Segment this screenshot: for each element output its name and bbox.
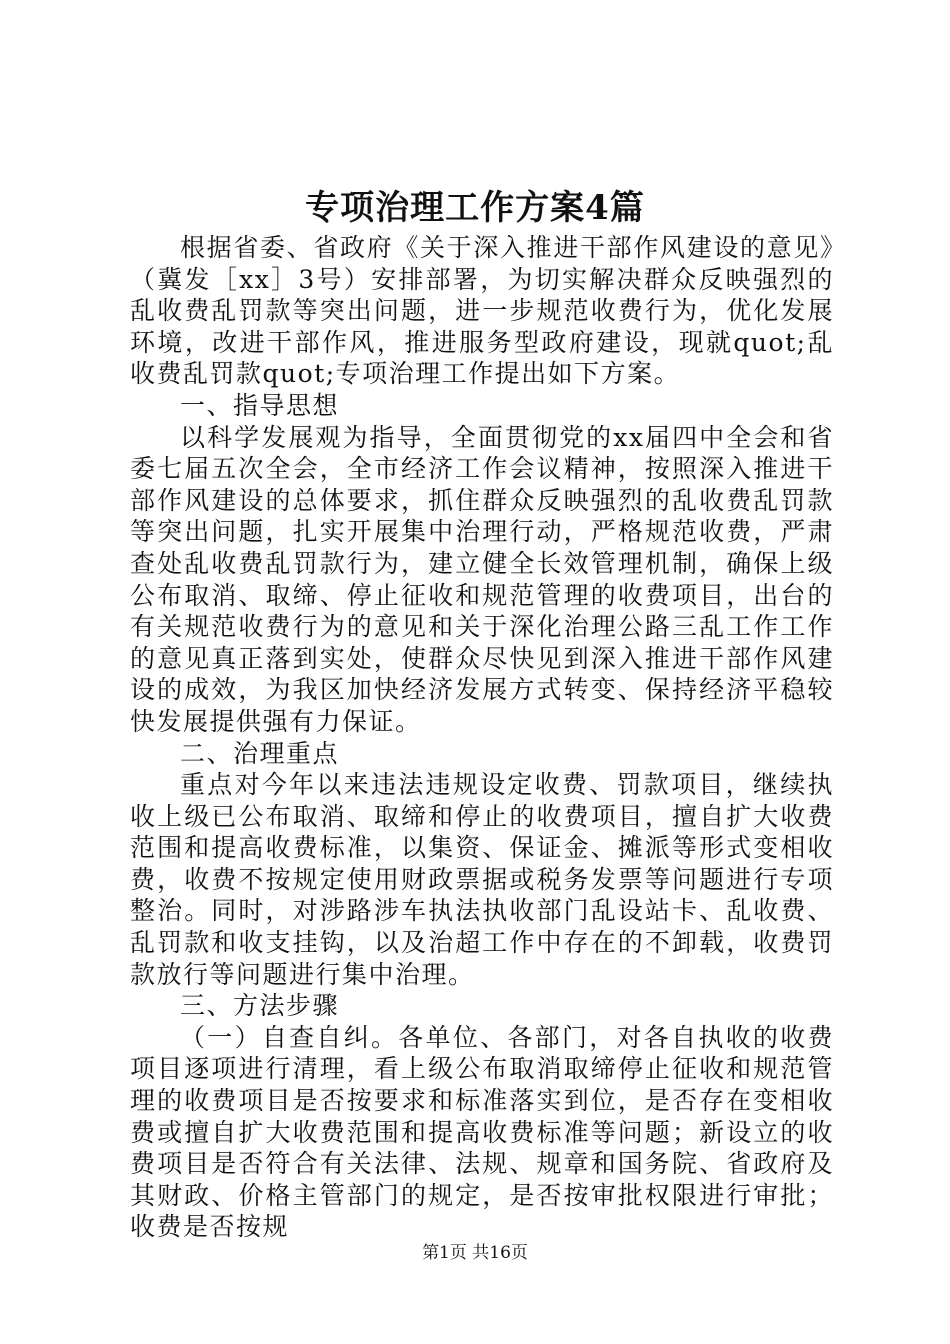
document-title: 专项治理工作方案4篇 (305, 188, 645, 228)
section-heading-governance-focus: 二、治理重点 (180, 738, 340, 768)
intro-paragraph: 根据省委、省政府《关于深入推进干部作风建设的意见》（冀发［xx］3号）安排部署，为切实解决群众反映强烈的乱收费乱罚款等突出问题，进一步规范收费行为，优化发展环境，改进干部作风，推进服务型政府建设，现就quot;乱收费乱罚款quot;专项治理工作提出如下方案。 (130, 233, 834, 389)
guiding-ideology-paragraph: 以科学发展观为指导，全面贯彻党的xx届四中全会和省委七届五次全会，全市经济工作会议精神，按照深入推进干部作风建设的总体要求，抓住群众反映强烈的乱收费乱罚款等突出问题，扎实开展集中治理行动，严格规范收费，严肃查处乱收费乱罚款行为，建立健全长效管理机制，确保上级公布取消、取缔、停止征收和规范管理的收费项目，出台的有关规范收费行为的意见和关于深化治理公路三乱工作工作的意见真正落到实处，使群众尽快见到深入推进干部作风建设的成效，为我区加快经济发展方式转变、保持经济平稳较快发展提供强有力保证。 (130, 422, 834, 736)
method-steps-paragraph: （一）自查自纠。各单位、各部门，对各自执收的收费项目逐项进行清理，看上级公布取消取缔停止征收和规范管理的收费项目是否按要求和标准落实到位，是否存在变相收费或擅自扩大收费范围和提高收费标准等问题；新设立的收费项目是否符合有关法律、法规、规章和国务院、省政府及其财政、价格主管部门的规定，是否按审批权限进行审批；收费是否按规 (130, 1022, 834, 1242)
governance-focus-paragraph: 重点对今年以来违法违规设定收费、罚款项目，继续执收上级已公布取消、取缔和停止的收费项目，擅自扩大收费范围和提高收费标准，以集资、保证金、摊派等形式变相收费，收费不按规定使用财政票据或税务发票等问题进行专项整治。同时，对涉路涉车执法执收部门乱设站卡、乱收费、乱罚款和收支挂钩，以及治超工作中存在的不卸载，收费罚款放行等问题进行集中治理。 (130, 770, 834, 989)
section-heading-guiding-ideology: 一、指导思想 (180, 390, 340, 420)
page-number-footer: 第1页 共16页 (422, 1243, 528, 1263)
document-body (130, 232, 834, 1243)
section-heading-method-steps: 三、方法步骤 (180, 991, 340, 1021)
